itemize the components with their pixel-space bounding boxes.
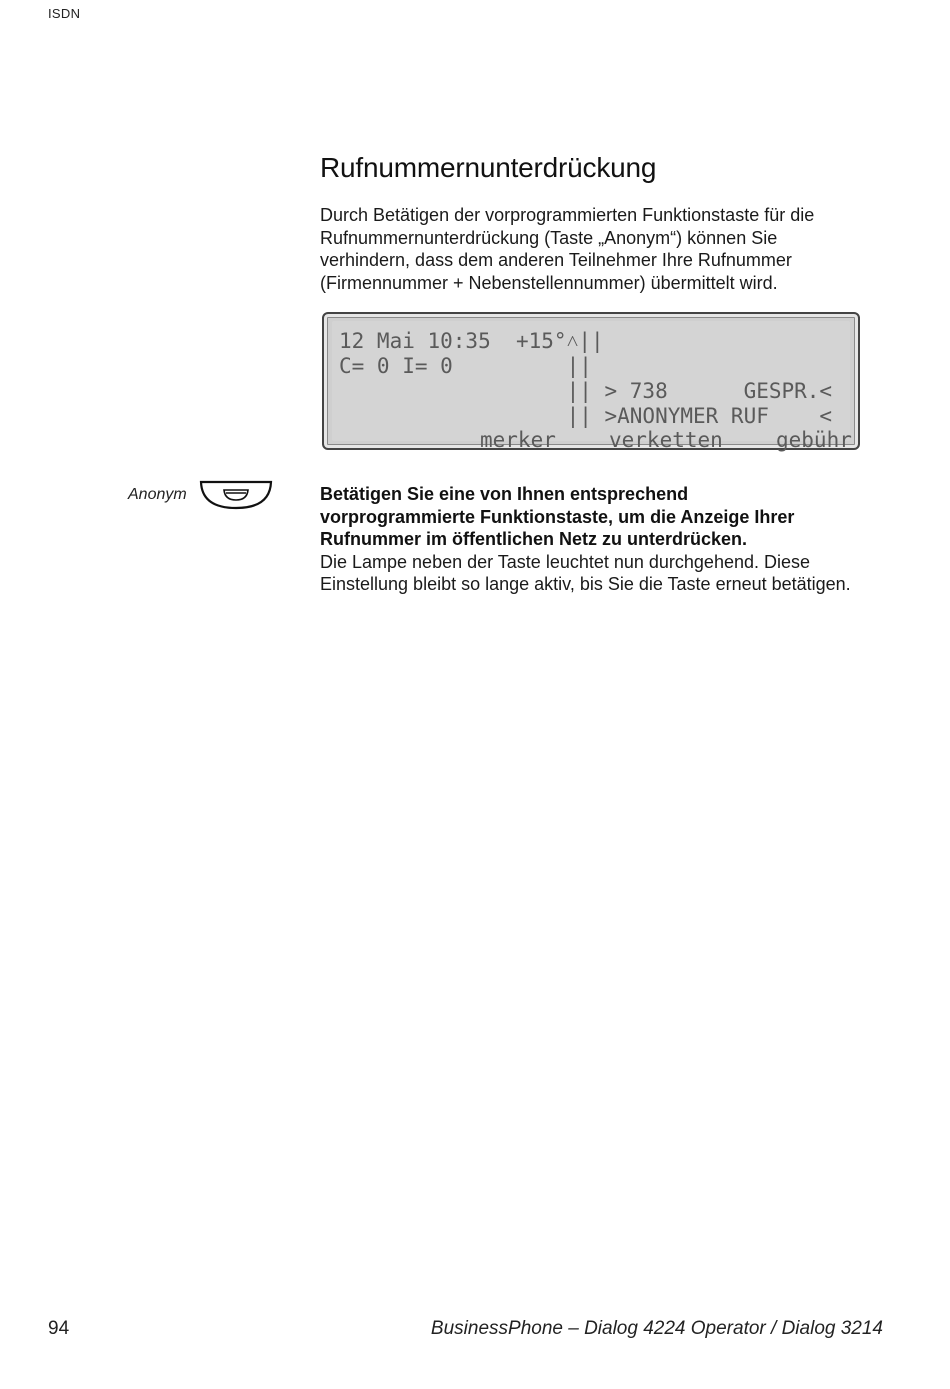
instruction-block bbox=[320, 483, 900, 596]
instruction-bold-line: Betätigen Sie eine von Ihnen entsprechend bbox=[320, 484, 689, 504]
instruction-line: Einstellung bleibt so lange aktiv, bis Sie die Taste erneut betätigen. bbox=[320, 574, 851, 594]
instruction-line: Die Lampe neben der Taste leuchtet nun durchgehend. Diese bbox=[320, 551, 811, 572]
instruction-bold-line: vorprogrammierte Funktionstaste, um die Anzeige Ihrer bbox=[320, 506, 795, 527]
display-line-4: || >ANONYMER RUF < bbox=[339, 404, 833, 428]
display-screen bbox=[332, 321, 852, 452]
display-line-1: 12 Mai 10:35 +15°˄|| bbox=[339, 329, 604, 353]
intro-paragraph bbox=[320, 204, 880, 294]
intro-line: (Firmennummer + Nebenstellennummer) übermittelt wird. bbox=[320, 272, 778, 293]
intro-line: verhindern, dass dem anderen Teilnehmer Ihre Rufnummer bbox=[320, 250, 792, 270]
page-number: 94 bbox=[48, 1318, 70, 1339]
phone-display bbox=[322, 312, 860, 450]
instruction-bold-line: Rufnummer im öffentlichen Netz zu unterdrücken. bbox=[320, 529, 748, 549]
softkey-verketten: verketten bbox=[609, 428, 723, 452]
softkey-merker: merker bbox=[480, 428, 556, 452]
key-label: Anonym bbox=[128, 486, 187, 503]
footer-document-title: BusinessPhone – Dialog 4224 Operator / Dialog 3214 bbox=[430, 1318, 883, 1339]
page-title: Rufnummernunterdrückung bbox=[320, 152, 657, 183]
intro-line: Durch Betätigen der vorprogrammierten Funktionstaste für die bbox=[320, 205, 815, 225]
display-line-2: C= 0 I= 0 || bbox=[339, 354, 592, 378]
softkey-gebuehr: gebühr bbox=[776, 428, 852, 452]
intro-line: Rufnummernunterdrückung (Taste „Anonym“) können Sie bbox=[320, 227, 778, 248]
display-line-3: || > 738 GESPR.< bbox=[339, 379, 833, 403]
section-label: ISDN bbox=[48, 6, 81, 21]
function-key-icon bbox=[198, 478, 274, 512]
